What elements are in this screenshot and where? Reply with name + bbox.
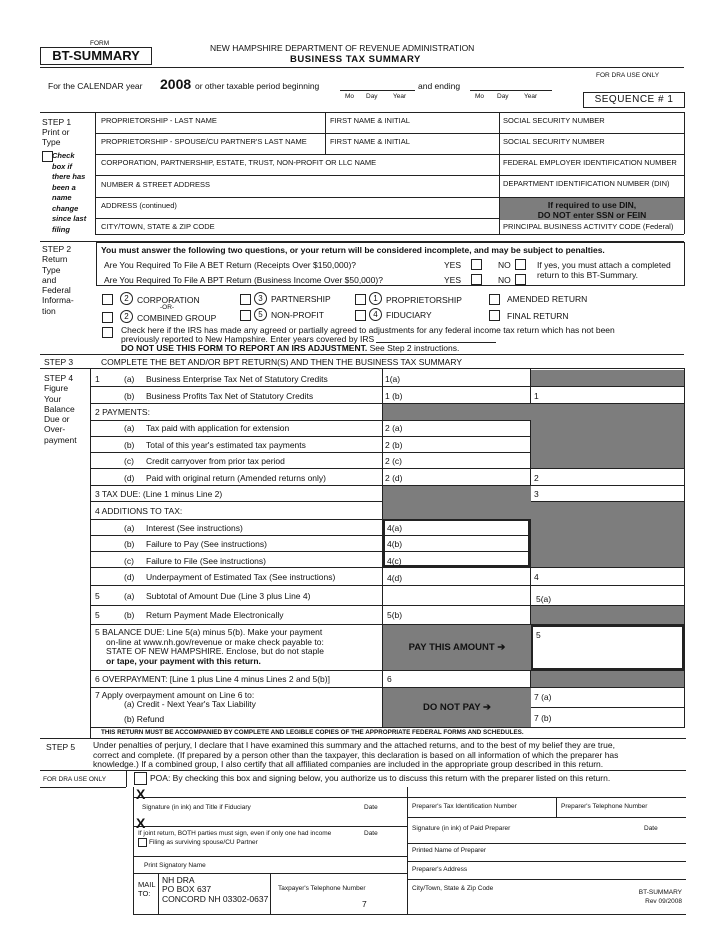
line5a-tag: (a) xyxy=(124,591,135,601)
corporation-checkbox[interactable] xyxy=(102,294,113,305)
preparer-date-field[interactable]: Date xyxy=(644,825,658,832)
fiduciary-label: FIDUCIARY xyxy=(386,310,432,320)
line5b-input[interactable]: 5(b) xyxy=(387,610,403,620)
line7-label: 7 Apply overpayment amount on Line 6 to: xyxy=(95,690,255,700)
line3-label: 3 TAX DUE: (Line 1 minus Line 2) xyxy=(95,489,223,499)
overpayment-input[interactable]: 6 xyxy=(387,674,392,684)
signature-date-field[interactable]: Date xyxy=(364,804,378,811)
line2a-input[interactable]: 2 (a) xyxy=(385,423,403,433)
line5a-input[interactable]: 5(a) xyxy=(536,594,552,604)
spouse-first-name-field[interactable]: FIRST NAME & INITIAL xyxy=(330,137,410,146)
bpt-yes-label: YES xyxy=(444,275,462,285)
line4b-label: Failure to Pay (See instructions) xyxy=(146,539,267,549)
step3-instruction: COMPLETE THE BET AND/OR BPT RETURN(S) AND THEN THE BUSINESS TAX SUMMARY xyxy=(101,357,463,367)
period-begin-input[interactable] xyxy=(340,90,415,91)
step4-label: STEP 4 Figure Your Balance Due or Over- payment xyxy=(44,373,77,445)
entity-name-field[interactable]: CORPORATION, PARTNERSHIP, ESTATE, TRUST, NON-PROFIT OR LLC NAME xyxy=(101,158,377,167)
fein-field[interactable]: FEDERAL EMPLOYER IDENTIFICATION NUMBER xyxy=(503,158,677,167)
line2c-input[interactable]: 2 (c) xyxy=(385,456,402,466)
sequence-box: SEQUENCE # 1 xyxy=(583,92,685,108)
line2d-input[interactable]: 2 (d) xyxy=(385,473,403,483)
refund-input[interactable]: 7 (b) xyxy=(534,713,552,723)
nonprofit-checkbox[interactable] xyxy=(240,310,251,321)
line1b-label: Business Profits Tax Net of Statutory Credits xyxy=(146,391,314,401)
nonprofit-number: 5 xyxy=(254,308,267,321)
calendar-year-label: For the CALENDAR year xyxy=(48,81,143,91)
line4-label: 4 ADDITIONS TO TAX: xyxy=(95,506,183,516)
line4a-label: Interest (See instructions) xyxy=(146,523,243,533)
street-address-field[interactable]: NUMBER & STREET ADDRESS xyxy=(101,180,211,189)
fiduciary-checkbox[interactable] xyxy=(355,310,366,321)
line4d-label: Underpayment of Estimated Tax (See instructions) xyxy=(146,572,336,582)
line2d-tag: (d) xyxy=(124,473,135,483)
spouse-last-name-field[interactable]: PROPRIETORSHIP - SPOUSE/CU PARTNER'S LAST NAME xyxy=(101,137,307,146)
overpayment-label: 6 OVERPAYMENT: [Line 1 plus Line 4 minus Lines 2 and 5(b)] xyxy=(95,674,330,684)
line1b-tag: (b) xyxy=(124,391,135,401)
dra-use-label: FOR DRA USE ONLY xyxy=(596,72,660,79)
month-label-end: Mo xyxy=(475,93,485,100)
step5-label: STEP 5 xyxy=(46,742,76,752)
balance-due-input[interactable]: 5 xyxy=(536,630,541,640)
step2-label: STEP 2 Return Type and Federal Informa- tion xyxy=(42,244,74,316)
line5b-label: Return Payment Made Electronically xyxy=(146,610,284,620)
spouse-ssn-field[interactable]: SOCIAL SECURITY NUMBER xyxy=(503,137,605,146)
din-field[interactable]: DEPARTMENT IDENTIFICATION NUMBER (DIN) xyxy=(503,179,670,188)
line2b-label: Total of this year's estimated tax payments xyxy=(146,440,306,450)
day-label-end: Day xyxy=(497,93,509,100)
period-end-input[interactable] xyxy=(470,90,552,91)
print-signatory-name-field[interactable]: Print Signatory Name xyxy=(144,862,206,869)
joint-signature-field[interactable]: If joint return, BOTH parties must sign, even if only one had income xyxy=(138,830,332,837)
fiduciary-number: 4 xyxy=(369,308,382,321)
year-label: Year xyxy=(393,93,407,100)
final-return-checkbox[interactable] xyxy=(489,310,500,321)
bpt-question: Are You Required To File A BPT Return (Business Income Over $50,000)? xyxy=(104,275,383,285)
period-ending-label: and ending xyxy=(418,81,461,91)
poa-statement: POA: By checking this box and signing below, you authorize us to discuss this return with the preparer listed on this return. xyxy=(150,773,611,783)
line4b-tag: (b) xyxy=(124,539,135,549)
signature-x-mark-2: X xyxy=(136,815,146,831)
surviving-spouse-checkbox[interactable] xyxy=(138,838,147,847)
combined-group-number: 2 xyxy=(120,310,133,323)
preparer-tin-field[interactable]: Preparer's Tax Identification Number xyxy=(412,803,517,810)
line7b-label: (b) Refund xyxy=(124,714,165,724)
do-not-pay-label: DO NOT PAY ➔ xyxy=(423,702,491,713)
bpt-no-checkbox[interactable] xyxy=(515,274,526,285)
line4d-tag: (d) xyxy=(124,572,135,582)
name-change-note: Check box if there has been a name change since last filing xyxy=(52,151,87,234)
line2c-tag: (c) xyxy=(124,456,134,466)
must-answer-note: You must answer the following two questions, or your return will be considered incomplete, and may be subject to penalties. xyxy=(101,245,605,255)
combined-group-label: COMBINED GROUP xyxy=(137,313,217,323)
signature-x-mark: X xyxy=(136,786,146,802)
line4c-tag: (c) xyxy=(124,556,134,566)
line2b-input[interactable]: 2 (b) xyxy=(385,440,403,450)
proprietorship-label: PROPRIETORSHIP xyxy=(386,295,462,305)
line1-total-input[interactable]: 1 xyxy=(534,391,539,401)
taxpayer-signature-field[interactable]: Signature (in ink) and Title if Fiduciary xyxy=(142,804,251,811)
line7a-label: (a) Credit - Next Year's Tax Liability xyxy=(124,699,256,709)
taxpayer-phone-field[interactable]: Taxpayer's Telephone Number xyxy=(278,885,366,892)
corporation-number: 2 xyxy=(120,292,133,305)
ssn-field[interactable]: SOCIAL SECURITY NUMBER xyxy=(503,116,605,125)
line4c-input[interactable]: 4(c) xyxy=(387,556,402,566)
final-return-label: FINAL RETURN xyxy=(507,311,569,321)
poa-checkbox[interactable] xyxy=(134,772,147,785)
line2c-label: Credit carryover from prior tax period xyxy=(146,456,285,466)
department-name: NEW HAMPSHIRE DEPARTMENT OF REVENUE ADMINISTRATION xyxy=(210,43,475,53)
preparer-name-field[interactable]: Printed Name of Preparer xyxy=(412,847,487,854)
attach-return-note: If yes, you must attach a completed return to this BT-Summary. xyxy=(537,260,671,280)
proprietorship-checkbox[interactable] xyxy=(355,294,366,305)
bet-no-label: NO xyxy=(498,260,511,270)
line5b-number: 5 xyxy=(95,610,100,620)
pay-this-amount-label: PAY THIS AMOUNT ➔ xyxy=(408,642,506,653)
corporation-label: CORPORATION xyxy=(137,295,200,305)
irs-adjustment-checkbox[interactable] xyxy=(102,327,113,338)
tax-year: 2008 xyxy=(160,76,192,92)
step1-label: STEP 1 Print or Type xyxy=(42,117,72,147)
step3-label: STEP 3 xyxy=(44,357,74,367)
nonprofit-label: NON-PROFIT xyxy=(271,310,324,320)
partnership-label: PARTNERSHIP xyxy=(271,294,331,304)
line2b-tag: (b) xyxy=(124,440,135,450)
credit-next-year-input[interactable]: 7 (a) xyxy=(534,692,552,702)
line2a-label: Tax paid with application for extension xyxy=(146,423,290,433)
joint-signature-date-field[interactable]: Date xyxy=(364,830,378,837)
line1-number: 1 xyxy=(95,374,100,384)
irs-adjustment-note: Check here if the IRS has made any agreed or partially agreed to adjustments for any federal income tax return which has not been previously reported to New Hampshire. Enter years covered by IRS DO NOT USE THIS FORM TO REPORT AN IRS ADJUSTMENT. See Step 2 instructions. xyxy=(121,325,615,353)
line4c-label: Failure to File (See instructions) xyxy=(146,556,266,566)
amended-return-checkbox[interactable] xyxy=(489,294,500,305)
bet-yes-checkbox[interactable] xyxy=(471,259,482,270)
line4d-input[interactable]: 4(d) xyxy=(387,573,403,583)
page-number: 7 xyxy=(362,899,367,909)
mail-to-label: MAIL TO: xyxy=(138,880,156,898)
prop-last-name-field[interactable]: PROPRIETORSHIP - LAST NAME xyxy=(101,116,217,125)
line3-total-input[interactable]: 3 xyxy=(534,489,539,499)
month-label: Mo xyxy=(345,93,355,100)
form-revision: BT-SUMMARY Rev 09/2008 xyxy=(638,889,682,905)
line1a-input[interactable]: 1(a) xyxy=(385,374,401,384)
business-activity-code-field[interactable]: PRINCIPAL BUSINESS ACTIVITY CODE (Federal) xyxy=(503,222,674,231)
bpt-no-label: NO xyxy=(498,275,511,285)
line2-total-input[interactable]: 2 xyxy=(534,473,539,483)
amended-return-label: AMENDED RETURN xyxy=(507,294,588,304)
line1a-label: Business Enterprise Tax Net of Statutory Credits xyxy=(146,374,328,384)
partnership-checkbox[interactable] xyxy=(240,294,251,305)
bet-no-checkbox[interactable] xyxy=(515,259,526,270)
bet-question: Are You Required To File A BET Return (Receipts Over $150,000)? xyxy=(104,260,356,270)
first-name-field[interactable]: FIRST NAME & INITIAL xyxy=(330,116,410,125)
period-beginning-label: or other taxable period beginning xyxy=(195,81,320,91)
bet-yes-label: YES xyxy=(444,260,462,270)
irs-years-input[interactable] xyxy=(376,342,496,343)
line1a-tag: (a) xyxy=(124,374,135,384)
form-title: BUSINESS TAX SUMMARY xyxy=(290,54,421,65)
line2d-label: Paid with original return (Amended returns only) xyxy=(146,473,327,483)
balance-due-label: 5 BALANCE DUE: Line 5(a) minus 5(b). Make your payment on-line at www.nh.gov/revenue or make check payable to: STATE OF NEW HAMPSHIRE. Enclose, but do not staple or tape, your payment with this return. xyxy=(95,627,324,666)
din-note: If required to use DIN, DO NOT enter SSN or FEIN xyxy=(537,200,647,220)
mailing-address: NH DRA PO BOX 637 CONCORD NH 03302-0637 xyxy=(162,875,269,904)
line2a-tag: (a) xyxy=(124,423,135,433)
year-label-end: Year xyxy=(524,93,538,100)
form-word: FORM xyxy=(90,40,110,47)
combined-group-checkbox[interactable] xyxy=(102,312,113,323)
preparer-phone-field[interactable]: Preparer's Telephone Number xyxy=(561,803,648,810)
address-continued-field[interactable]: ADDRESS (continued) xyxy=(101,201,177,210)
accompany-note: THIS RETURN MUST BE ACCOMPANIED BY COMPLETE AND LEGIBLE COPIES OF THE APPROPRIATE FEDERAL FORMS AND SCHEDULES. xyxy=(101,729,524,736)
line4-total-input[interactable]: 4 xyxy=(534,572,539,582)
partnership-number: 3 xyxy=(254,292,267,305)
line2-label: 2 PAYMENTS: xyxy=(95,407,150,417)
form-id: BT-SUMMARY xyxy=(40,47,152,65)
bpt-yes-checkbox[interactable] xyxy=(471,274,482,285)
preparer-address-field[interactable]: Preparer's Address xyxy=(412,866,468,873)
line4b-input[interactable]: 4(b) xyxy=(387,539,403,549)
line5-number: 5 xyxy=(95,591,100,601)
city-state-zip-field[interactable]: CITY/TOWN, STATE & ZIP CODE xyxy=(101,222,215,231)
dra-use-label-bottom: FOR DRA USE ONLY xyxy=(43,776,107,783)
surviving-spouse-label: Filing as surviving spouse/CU Partner xyxy=(149,839,258,846)
line4a-tag: (a) xyxy=(124,523,135,533)
line5b-tag: (b) xyxy=(124,610,135,620)
preparer-signature-field[interactable]: Signature (in ink) of Paid Preparer xyxy=(412,825,511,832)
line4a-input[interactable]: 4(a) xyxy=(387,523,403,533)
line5a-label: Subtotal of Amount Due (Line 3 plus Line 4) xyxy=(146,591,311,601)
day-label: Day xyxy=(366,93,378,100)
line1b-input[interactable]: 1 (b) xyxy=(385,391,403,401)
proprietorship-number: 1 xyxy=(369,292,382,305)
preparer-city-field[interactable]: City/Town, State & Zip Code xyxy=(412,885,494,892)
or-label: -OR- xyxy=(160,304,175,311)
perjury-statement: Under penalties of perjury, I declare that I have examined this summary and the attached returns, and to the best of my belief they are true, correct and complete. (If prepared by a person other than the taxpayer, this declaration is based on all information of which the preparer has knowledge.) If a combined group, I also certify that all affiliated companies are included in the appropriate group described in this return. xyxy=(93,740,619,769)
